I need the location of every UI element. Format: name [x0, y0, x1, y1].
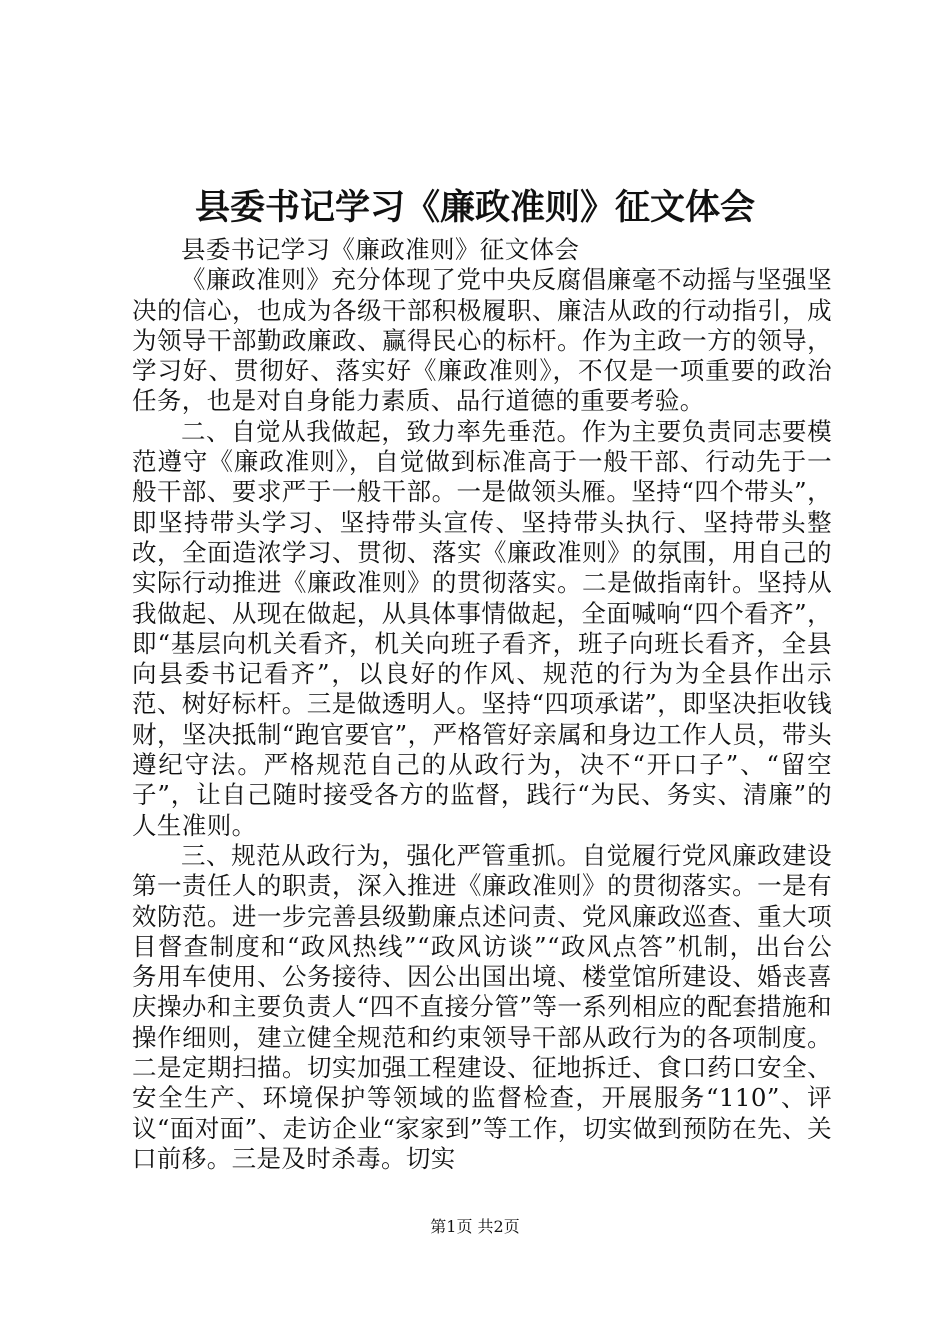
paragraph-intro: 《廉政准则》充分体现了党中央反腐倡廉毫不动摇与坚强坚决的信心，也成为各级干部积极履职、廉洁从政的行动指引，成为领导干部勤政廉政、赢得民心的标杆。作为主政一方的领导，学习好、贯彻好、落实好《廉政准则》，不仅是一项重要的政治任务，也是对自身能力素质、品行道德的重要考验。 [132, 265, 832, 416]
page-footer: 第1页 共2页 [430, 1217, 520, 1236]
paragraph-section-two: 二、自觉从我做起，致力率先垂范。作为主要负责同志要模范遵守《廉政准则》，自觉做到标准高于一般干部、行动先于一般干部、要求严于一般干部。一是做领头雁。坚持“四个带头”，即坚持带头学习、坚持带头宣传、坚持带头执行、坚持带头整改，全面造浓学习、贯彻、落实《廉政准则》的氛围，用自己的实际行动推进《廉政准则》的贯彻落实。二是做指南针。坚持从我做起、从现在做起，从具体事情做起，全面喊响“四个看齐”，即“基层向机关看齐，机关向班子看齐，班子向班长看齐，全县向县委书记看齐”，以良好的作风、规范的行为为全县作出示范、树好标杆。三是做透明人。坚持“四项承诺”，即坚决拒收钱财，坚决抵制“跑官要官”，严格管好亲属和身边工作人员，带头遵纪守法。严格规范自己的从政行为，决不“开口子”、“留空子”，让自己随时接受各方的监督，践行“为民、务实、清廉”的人生准则。 [132, 416, 832, 840]
document-body [132, 235, 832, 1174]
paragraph-subtitle: 县委书记学习《廉政准则》征文体会 [181, 235, 580, 264]
paragraph-section-three: 三、规范从政行为，强化严管重抓。自觉履行党风廉政建设第一责任人的职责，深入推进《廉政准则》的贯彻落实。一是有效防范。进一步完善县级勤廉点述问责、党风廉政巡查、重大项目督查制度和“政风热线”“政风访谈”“政风点答”机制，出台公务用车使用、公务接待、因公出国出境、楼堂馆所建设、婚丧喜庆操办和主要负责人“四不直接分管”等一系列相应的配套措施和操作细则，建立健全规范和约束领导干部从政行为的各项制度。二是定期扫描。切实加强工程建设、征地拆迁、食口药口安全、安全生产、环境保护等领域的监督检查，开展服务“110”、评议“面对面”、走访企业“家家到”等工作，切实做到预防在先、关口前移。三是及时杀毒。切实 [132, 840, 832, 1173]
document-title: 县委书记学习《廉政准则》征文体会 [194, 187, 755, 228]
